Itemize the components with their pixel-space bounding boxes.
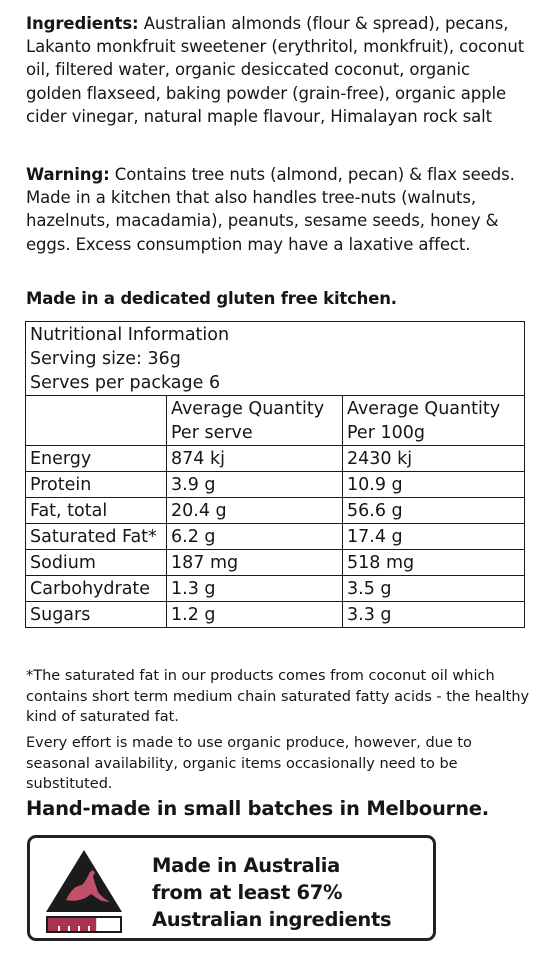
nutrient-per-100g: 10.9 g <box>343 472 525 498</box>
saturated-fat-footnote: *The saturated fat in our products comes from coconut oil which contains short term medium chain saturated fatty acids - the healthy kind of saturated fat. <box>26 668 530 725</box>
nutrient-per-100g: 17.4 g <box>343 524 525 550</box>
nutrient-name: Energy <box>26 446 167 472</box>
table-row <box>26 498 525 524</box>
header-per-100g <box>343 396 525 446</box>
header-per-serve-line2: Per serve <box>171 423 253 443</box>
nutrition-title: Nutritional Information <box>30 325 230 345</box>
nutrient-name: Sugars <box>26 602 167 628</box>
nutrient-per-serve: 1.3 g <box>167 576 343 602</box>
nutrient-per-serve: 6.2 g <box>167 524 343 550</box>
badge-line2: from at least 67% <box>152 881 343 904</box>
warning-text: Contains tree nuts (almond, pecan) & flax seeds. Made in a kitchen that also handles tree-nuts (walnuts, hazelnuts, macadamia), peanuts, sesame seeds, honey & eggs. Excess consumption may have a laxative affect. <box>26 165 515 254</box>
nutrient-per-serve: 1.2 g <box>167 602 343 628</box>
nutrient-per-100g: 3.3 g <box>343 602 525 628</box>
header-per-100g-line2: Per 100g <box>347 423 425 443</box>
warning-label: Warning: <box>26 165 110 184</box>
nutrient-per-serve: 874 kj <box>167 446 343 472</box>
kangaroo-triangle-icon <box>44 848 124 934</box>
nutrition-title-cell <box>26 322 525 396</box>
nutrient-name: Sodium <box>26 550 167 576</box>
warning-paragraph <box>26 163 526 256</box>
ingredients-paragraph <box>26 12 526 128</box>
nutrient-per-serve: 3.9 g <box>167 472 343 498</box>
nutrient-name: Carbohydrate <box>26 576 167 602</box>
header-per-100g-line1: Average Quantity <box>347 399 501 419</box>
nutrient-per-100g: 3.5 g <box>343 576 525 602</box>
nutrition-table <box>25 321 525 628</box>
badge-line1: Made in Australia <box>152 854 340 877</box>
logo-triangle <box>46 850 122 912</box>
nutrient-per-100g: 2430 kj <box>343 446 525 472</box>
nutrient-per-100g: 518 mg <box>343 550 525 576</box>
organic-effort-note: Every effort is made to use organic produce, however, due to seasonal availability, organic items occasionally need to be substituted. <box>26 735 472 792</box>
nutrient-per-serve: 20.4 g <box>167 498 343 524</box>
table-row <box>26 602 525 628</box>
ingredients-label: Ingredients: <box>26 14 139 33</box>
table-row <box>26 550 525 576</box>
table-row <box>26 472 525 498</box>
made-in-australia-text <box>152 852 391 933</box>
nutrition-title-row <box>26 322 525 396</box>
handmade-statement: Hand-made in small batches in Melbourne. <box>26 797 489 820</box>
serving-size: Serving size: 36g <box>30 349 181 369</box>
table-row <box>26 524 525 550</box>
nutrient-name: Fat, total <box>26 498 167 524</box>
servings-per-package: Serves per package 6 <box>30 373 221 393</box>
made-in-australia-badge <box>27 835 436 941</box>
header-empty-cell <box>26 396 167 446</box>
nutrition-header-row <box>26 396 525 446</box>
badge-line3: Australian ingredients <box>152 908 392 931</box>
gluten-free-statement: Made in a dedicated gluten free kitchen. <box>26 289 397 308</box>
header-per-serve-line1: Average Quantity <box>171 399 325 419</box>
table-row <box>26 576 525 602</box>
nutrient-per-100g: 56.6 g <box>343 498 525 524</box>
table-row <box>26 446 525 472</box>
nutrient-name: Saturated Fat* <box>26 524 167 550</box>
ingredients-text: Australian almonds (flour & spread), pecans, Lakanto monkfruit sweetener (erythritol, monkfruit), coconut oil, filtered water, organic desiccated coconut, organic golden flaxseed, baking powder (grain-free), organic apple cider vinegar, natural maple flavour, Himalayan rock salt <box>26 14 525 126</box>
header-per-serve <box>167 396 343 446</box>
nutrient-per-serve: 187 mg <box>167 550 343 576</box>
nutrient-name: Protein <box>26 472 167 498</box>
